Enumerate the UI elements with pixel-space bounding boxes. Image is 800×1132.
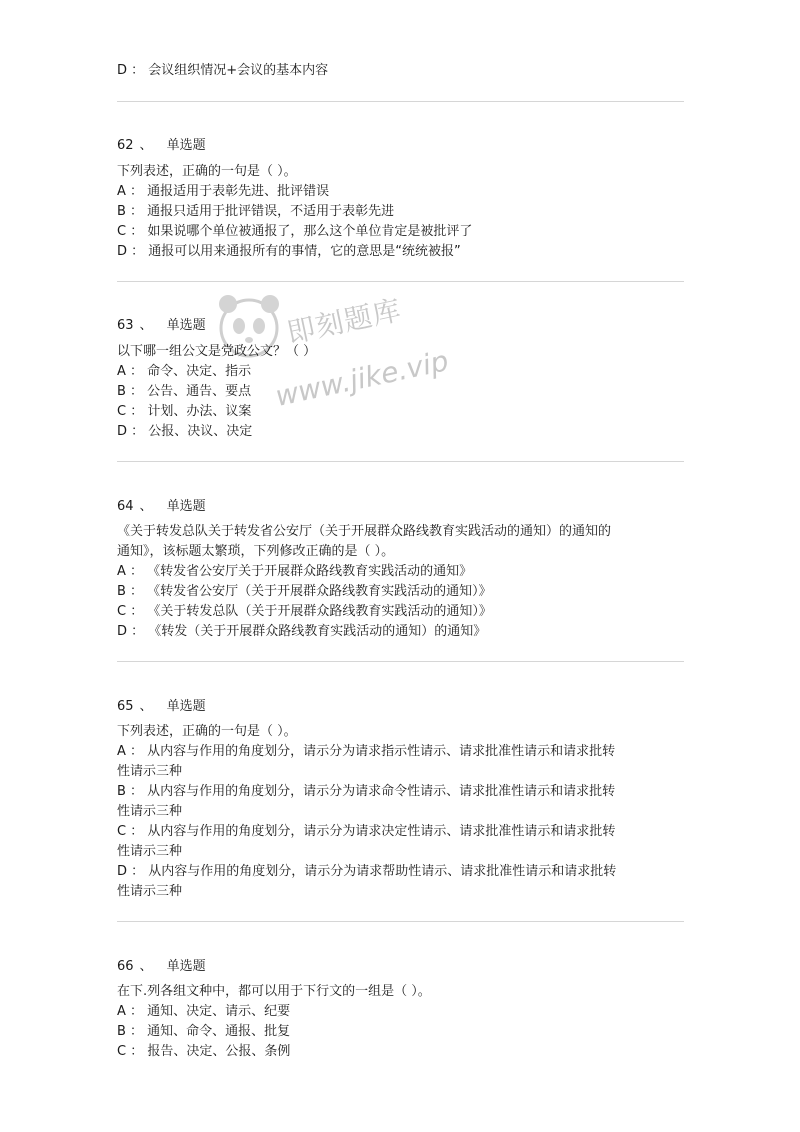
question-separator: 、 [139, 138, 153, 153]
option-c-line-1: C ： 从内容与作用的角度划分，请示分为请求决定性请示、请求批准性请示和请求批转 [117, 824, 616, 839]
watermark-brand: 即刻题库 [284, 293, 405, 350]
question-separator: 、 [139, 699, 153, 714]
option-b: B ： 通报只适用于批评错误，不适用于表彰先进 [117, 204, 395, 219]
question-number: 65 [117, 699, 134, 714]
question-type: 单选题 [166, 959, 206, 974]
question-header-63 [117, 316, 206, 336]
question-separator: 、 [139, 318, 153, 333]
question-stem: 以下哪一组公文是党政公文？（ ） [117, 344, 317, 359]
option-b: B ： 《转发省公安厅（关于开展群众路线教育实践活动的通知）》 [117, 584, 492, 599]
option-a: A ： 通知、决定、请示、纪要 [117, 1004, 291, 1019]
question-stem: 在下.列各组文种中，都可以用于下行文的一组是（ ）。 [117, 984, 431, 999]
question-number: 64 [117, 499, 134, 514]
divider [117, 281, 684, 282]
question-separator: 、 [139, 959, 153, 974]
question-stem-line-2: 通知》，该标题太繁琐，下列修改正确的是（ ）。 [117, 544, 395, 559]
option-d: D ： 《转发（关于开展群众路线教育实践活动的通知）的通知》 [117, 624, 487, 639]
question-separator: 、 [139, 499, 153, 514]
option-c: C ： 报告、决定、公报、条例 [117, 1044, 291, 1059]
divider [117, 921, 684, 922]
option-d-line-1: D ： 从内容与作用的角度划分，请示分为请求帮助性请示、请求批准性请示和请求批转 [117, 864, 617, 879]
question-header-65 [117, 697, 206, 717]
question-type: 单选题 [166, 318, 206, 333]
option-c: C ： 《关于转发总队（关于开展群众路线教育实践活动的通知）》 [117, 604, 492, 619]
option-a: A ： 《转发省公安厅关于开展群众路线教育实践活动的通知》 [117, 564, 473, 579]
question-header-64 [117, 497, 206, 517]
option-b: B ： 公告、通告、要点 [117, 384, 252, 399]
question-number: 66 [117, 959, 134, 974]
question-type: 单选题 [166, 138, 206, 153]
option-d-line-2: 性请示三种 [117, 884, 183, 899]
option-a-line-1: A ： 从内容与作用的角度划分，请示分为请求指示性请示、请求批准性请示和请求批转 [117, 744, 616, 759]
divider [117, 101, 684, 102]
option-a: A ： 命令、决定、指示 [117, 364, 252, 379]
option-b: B ： 通知、命令、通报、批复 [117, 1024, 291, 1039]
question-header-66 [117, 957, 206, 977]
question-stem-line-1: 《关于转发总队关于转发省公安厅（关于开展群众路线教育实践活动的通知）的通知的 [117, 524, 612, 539]
question-stem: 下列表述，正确的一句是（ ）。 [117, 724, 297, 739]
option-c-line-2: 性请示三种 [117, 844, 183, 859]
question-header-62 [117, 136, 206, 156]
question-stem: 下列表述，正确的一句是（ ）。 [117, 164, 297, 179]
option-c: C ： 计划、办法、议案 [117, 404, 252, 419]
question-number: 62 [117, 138, 134, 153]
question-number: 63 [117, 318, 134, 333]
option-d: D ： 公报、决议、决定 [117, 424, 253, 439]
option-a-line-2: 性请示三种 [117, 764, 183, 779]
question-type: 单选题 [166, 499, 206, 514]
option-c: C ： 如果说哪个单位被通报了，那么这个单位肯定是被批评了 [117, 224, 473, 239]
question-type: 单选题 [166, 699, 206, 714]
option-b-line-2: 性请示三种 [117, 804, 183, 819]
option-b-line-1: B ： 从内容与作用的角度划分，请示分为请求命令性请示、请求批准性请示和请求批转 [117, 784, 616, 799]
option-a: A ： 通报适用于表彰先进、批评错误 [117, 184, 330, 199]
watermark-url: www.jike.vip [272, 344, 452, 413]
option-d: D ： 通报可以用来通报所有的事情，它的意思是“统统被报” [117, 244, 461, 259]
divider [117, 661, 684, 662]
divider [117, 461, 684, 462]
option-d-previous: D ： 会议组织情况+会议的基本内容 [117, 63, 329, 78]
